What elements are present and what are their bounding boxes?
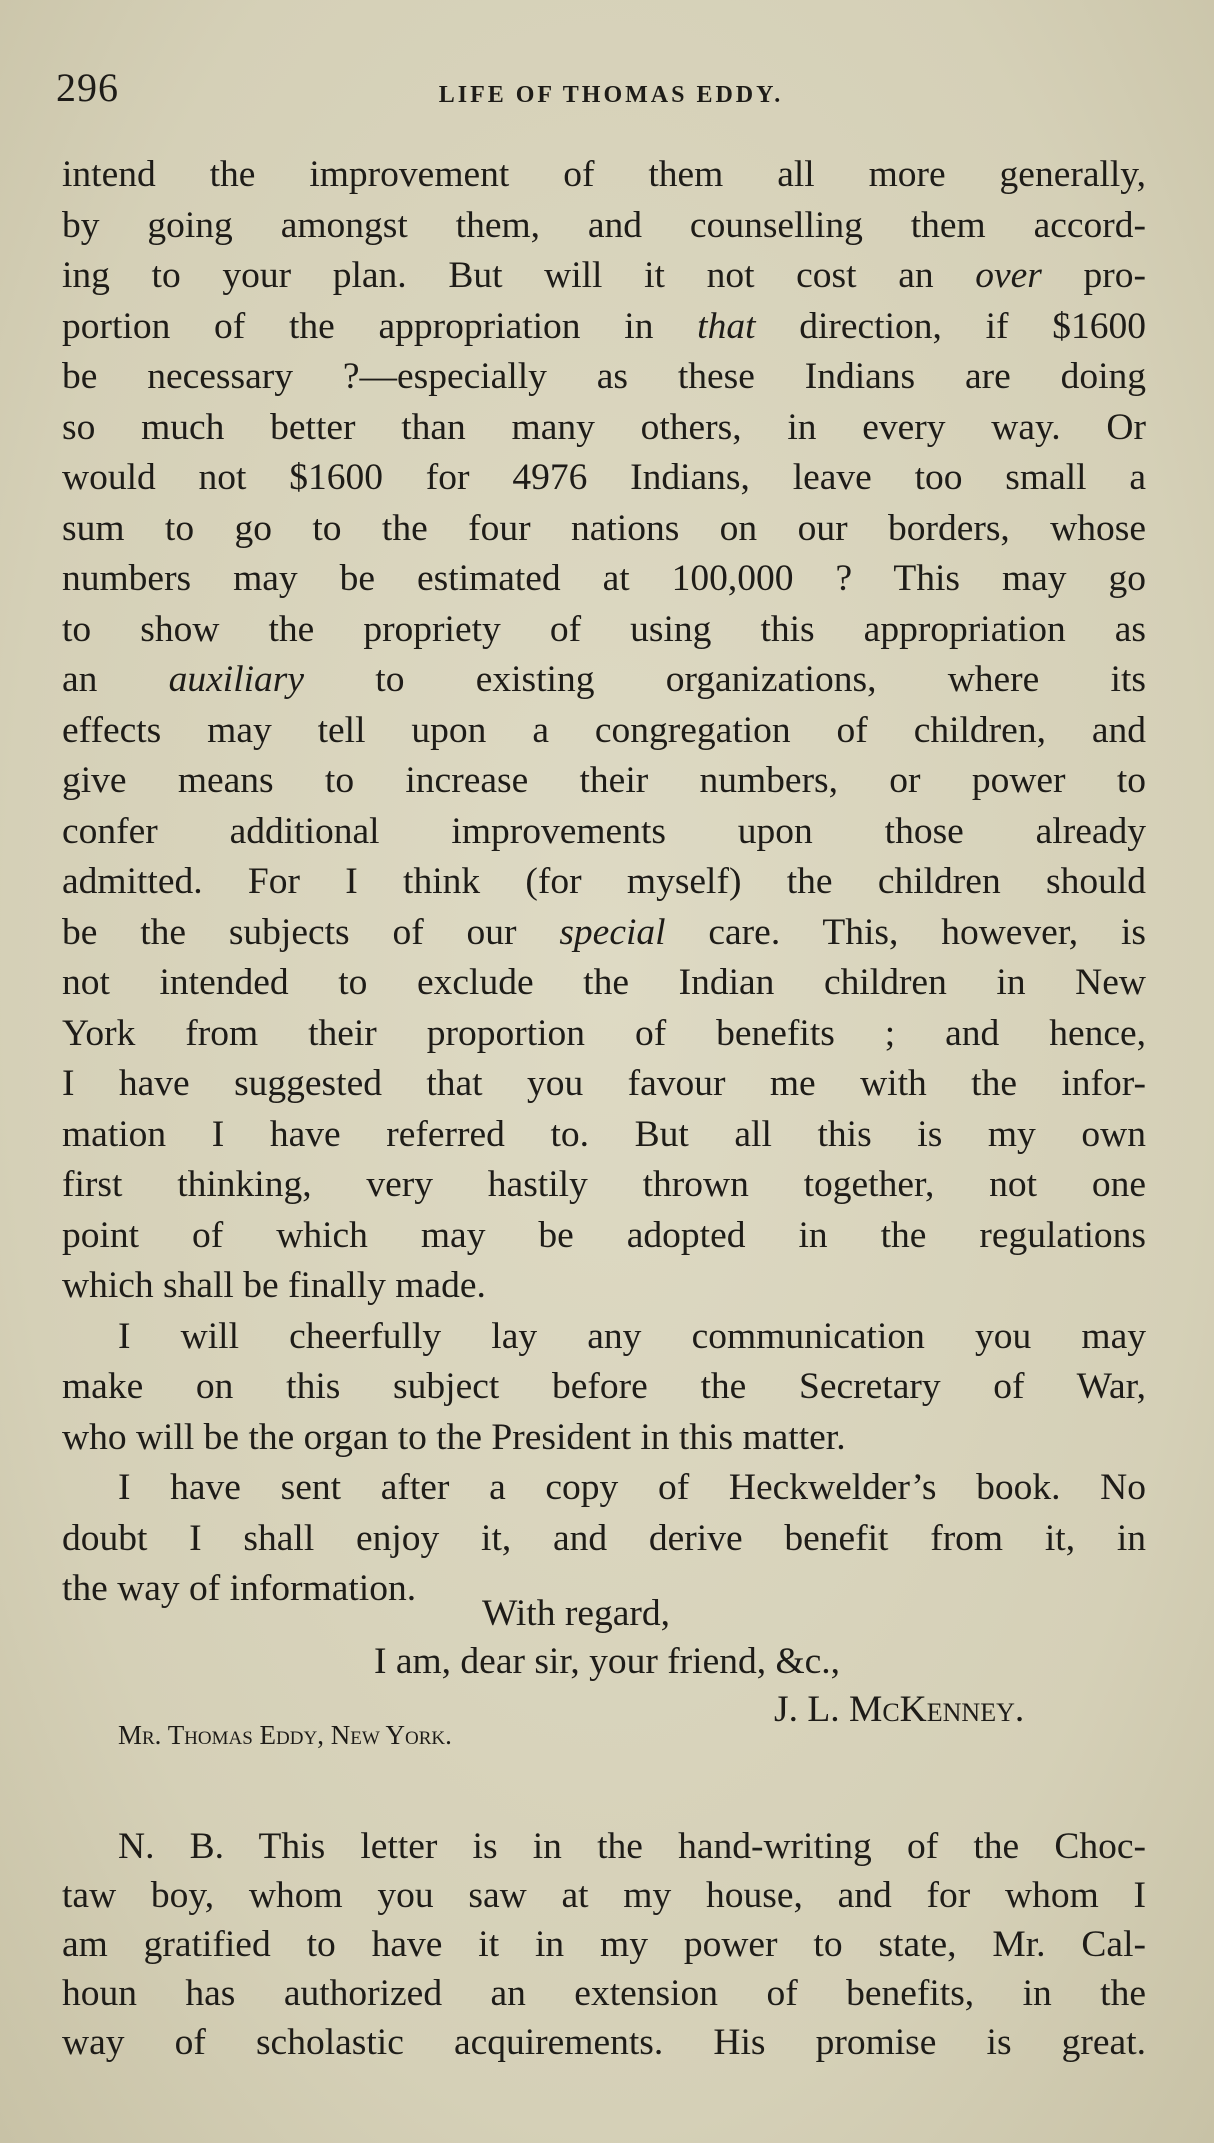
page-header [56, 64, 1166, 114]
letter-body [62, 150, 1146, 1615]
body-line: an auxiliary to existing organizations, where its [62, 659, 1146, 700]
emphasis: over [975, 255, 1042, 296]
body-line: portion of the appropriation in that direction, if $1600 [62, 305, 1146, 347]
body-line: doubt I shall enjoy it, and derive benefit from it, in [62, 1517, 1146, 1559]
body-line: I will cheerfully lay any communication you may [118, 1315, 1146, 1357]
body-line: by going amongst them, and counselling them accord- [62, 204, 1146, 246]
body-line: make on this subject before the Secretary of War, [62, 1366, 1146, 1407]
nb-line: houn has authorized an extension of benefits, in the [62, 1973, 1146, 2014]
body-line: be the subjects of our special care. This, however, is [62, 911, 1147, 953]
body-line: effects may tell upon a congregation of children, and [62, 709, 1146, 751]
addressee: Mr. Thomas Eddy, New York. [118, 1720, 452, 1750]
nb-line: taw boy, whom you saw at my house, and for whom I [62, 1875, 1146, 1916]
page-number: 296 [56, 65, 119, 110]
body-line: confer additional improvements upon those already [62, 810, 1146, 852]
body-line: not intended to exclude the Indian children in New [62, 962, 1146, 1003]
body-line: would not $1600 for 4976 Indians, leave too small a [62, 457, 1146, 498]
nb-line: way of scholastic acquirements. His promise is great. [62, 2022, 1146, 2063]
body-line: give means to increase their numbers, or power to [62, 760, 1146, 801]
running-head: LIFE OF THOMAS EDDY. [438, 82, 784, 108]
body-line: mation I have referred to. But all this is my own [62, 1113, 1146, 1155]
closing-regard: With regard, [482, 1593, 670, 1634]
body-line: which shall be finally made. [62, 1265, 486, 1306]
body-line: I have sent after a copy of Heckwelder’s book. No [118, 1467, 1146, 1508]
emphasis: auxiliary [168, 659, 305, 700]
emphasis: special [559, 911, 666, 953]
nota-bene [62, 1822, 1146, 2067]
body-line: I have suggested that you favour me with the infor- [62, 1063, 1146, 1104]
body-line: be necessary ?—especially as these Indians are doing [62, 356, 1146, 397]
closing-salutation: I am, dear sir, your friend, &c., [374, 1641, 841, 1682]
body-line: the way of information. [62, 1568, 417, 1609]
body-line: first thinking, very hastily thrown together, not one [62, 1164, 1146, 1205]
emphasis: that [697, 305, 756, 347]
nb-line: N. B. This letter is in the hand-writing of the Choc- [118, 1826, 1146, 1867]
body-line: intend the improvement of them all more generally, [62, 154, 1146, 195]
body-line: numbers may be estimated at 100,000 ? This may go [62, 558, 1146, 599]
body-line: to show the propriety of using this appropriation as [62, 608, 1146, 650]
body-line: so much better than many others, in every way. Or [62, 406, 1146, 448]
body-line: admitted. For I think (for myself) the children should [62, 861, 1146, 902]
body-line: York from their proportion of benefits ; and hence, [62, 1012, 1146, 1054]
body-line: who will be the organ to the President in this matter. [62, 1416, 846, 1458]
body-line: sum to go to the four nations on our borders, whose [62, 507, 1146, 549]
body-line: point of which may be adopted in the regulations [62, 1214, 1146, 1256]
body-line: ing to your plan. But will it not cost an over pro- [62, 255, 1146, 296]
nb-line: am gratified to have it in my power to state, Mr. Cal- [62, 1924, 1146, 1965]
signature: J. L. McKenney. [774, 1689, 1025, 1730]
